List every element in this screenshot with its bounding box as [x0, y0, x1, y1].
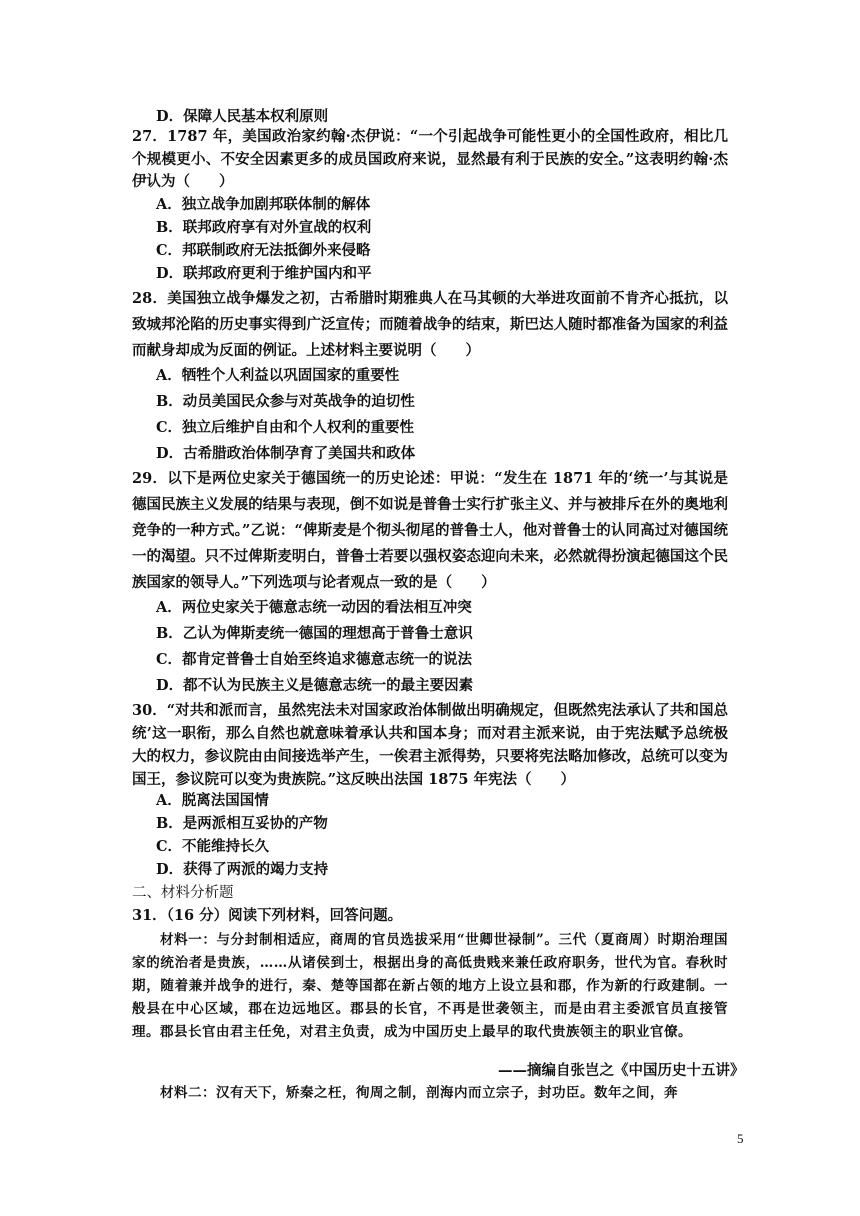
q29-option-b: B．乙认为俾斯麦统一德国的理想高于普鲁士意识 — [156, 625, 473, 642]
prev-option-d: D．保障人民基本权利原则 — [156, 108, 329, 125]
question-31-stem: 31．（16 分）阅读下列材料，回答问题。 — [132, 907, 403, 924]
q30-option-d: D．获得了两派的竭力支持 — [156, 861, 329, 878]
q28-option-c: C．独立后维护自由和个人权利的重要性 — [156, 419, 415, 436]
q29-option-c: C．都肯定普鲁士自始至终追求德意志统一的说法 — [156, 651, 473, 668]
q27-option-b: B．联邦政府享有对外宣战的权利 — [156, 219, 372, 236]
q27-option-d: D．联邦政府更利于维护国内和平 — [156, 265, 372, 282]
q29-option-d: D．都不认为民族主义是德意志统一的最主要因素 — [156, 677, 474, 694]
q28-option-b: B．动员美国民众参与对英战争的迫切性 — [156, 393, 415, 410]
question-30-stem: 30．“对共和派而言，虽然宪法未对国家政治体制做出明确规定，但既然宪法承认了共和国总统’这一职衔，那么自然也就意味着承认共和国本身；而对君主派来说，由于宪法赋予总统极大的权力，参议院由由间接选举产生，一俟君主派得势，只要将宪法略加修改，总统可以变为国王，参议院可以变为贵族院。”这反映出法国 1875 年宪法（ ） — [132, 702, 728, 788]
question-27-stem: 27．1787 年，美国政治家约翰·杰伊说：“一个引起战争可能性更小的全国性政府，相比几个规模更小、不安全因素更多的成员国政府来说，显然最有利于民族的安全。”这表明约翰·杰伊认为（ ） — [132, 128, 728, 190]
q31-material-2: 材料二：汉有天下，矫秦之枉，徇周之制，剖海内而立宗子，封功臣。数年之间，奔 — [160, 1085, 678, 1101]
page-number: 5 — [737, 1131, 744, 1146]
q27-option-c: C．邦联制政府无法抵御外来侵略 — [156, 242, 371, 259]
q28-option-a: A．牺牲个人利益以巩固国家的重要性 — [156, 367, 400, 384]
q28-option-d: D．古希腊政治体制孕育了美国共和政体 — [156, 445, 416, 462]
q30-option-c: C．不能维持长久 — [156, 838, 270, 855]
q31-material-1-source: ——摘编自张岂之《中国历史十五讲》 — [498, 1062, 745, 1079]
q31-material-1: 材料一：与分封制相适应，商周的官员选拔采用“世卿世禄制”。三代（夏商周）时期治理国家的统治者是贵族，……从诸侯到士，根据出身的高低贵贱来兼任政府职务，世代为官。春秋时期，随着兼并战争的进行，秦、楚等国都在新占领的地方上设立县和郡，作为新的行政建制。一般县在中心区域，郡在边远地区。郡县的长官，不再是世袭领主，而是由君主委派官员直接管理。郡县长官由君主任免，对君主负责，成为中国历史上最早的取代贵族领主的职业官僚。 — [132, 932, 728, 1040]
q30-option-a: A．脱离法国国情 — [156, 792, 269, 809]
q29-option-a: A．两位史家关于德意志统一动因的看法相互冲突 — [156, 599, 472, 616]
q27-option-a: A．独立战争加剧邦联体制的解体 — [156, 196, 371, 213]
question-29-stem: 29．以下是两位史家关于德国统一的历史论述：甲说：“发生在 1871 年的‘统一’与其说是德国民族主义发展的结果与表现，倒不如说是普鲁士实行扩张主义、并与被排斥在外的奥地利竞争的一种方式。”乙说：“俾斯麦是个彻头彻尾的普鲁士人，他对普鲁士的认同高过对德国统一的渴望。只不过俾斯麦明白，普鲁士若要以强权姿态迎向未来，必然就得扮演起德国这个民族国家的领导人。”下列选项与论者观点一致的是（ ） — [132, 470, 728, 591]
section-2-title: 二、材料分析题 — [132, 885, 234, 901]
question-28-stem: 28．美国独立战争爆发之初，古希腊时期雅典人在马其顿的大举进攻面前不肯齐心抵抗，以致城邦沦陷的历史事实得到广泛宣传；而随着战争的结束，斯巴达人随时都准备为国家的利益而献身却成为反面的例证。上述材料主要说明（ ） — [132, 290, 728, 359]
q30-option-b: B．是两派相互妥协的产物 — [156, 815, 328, 832]
